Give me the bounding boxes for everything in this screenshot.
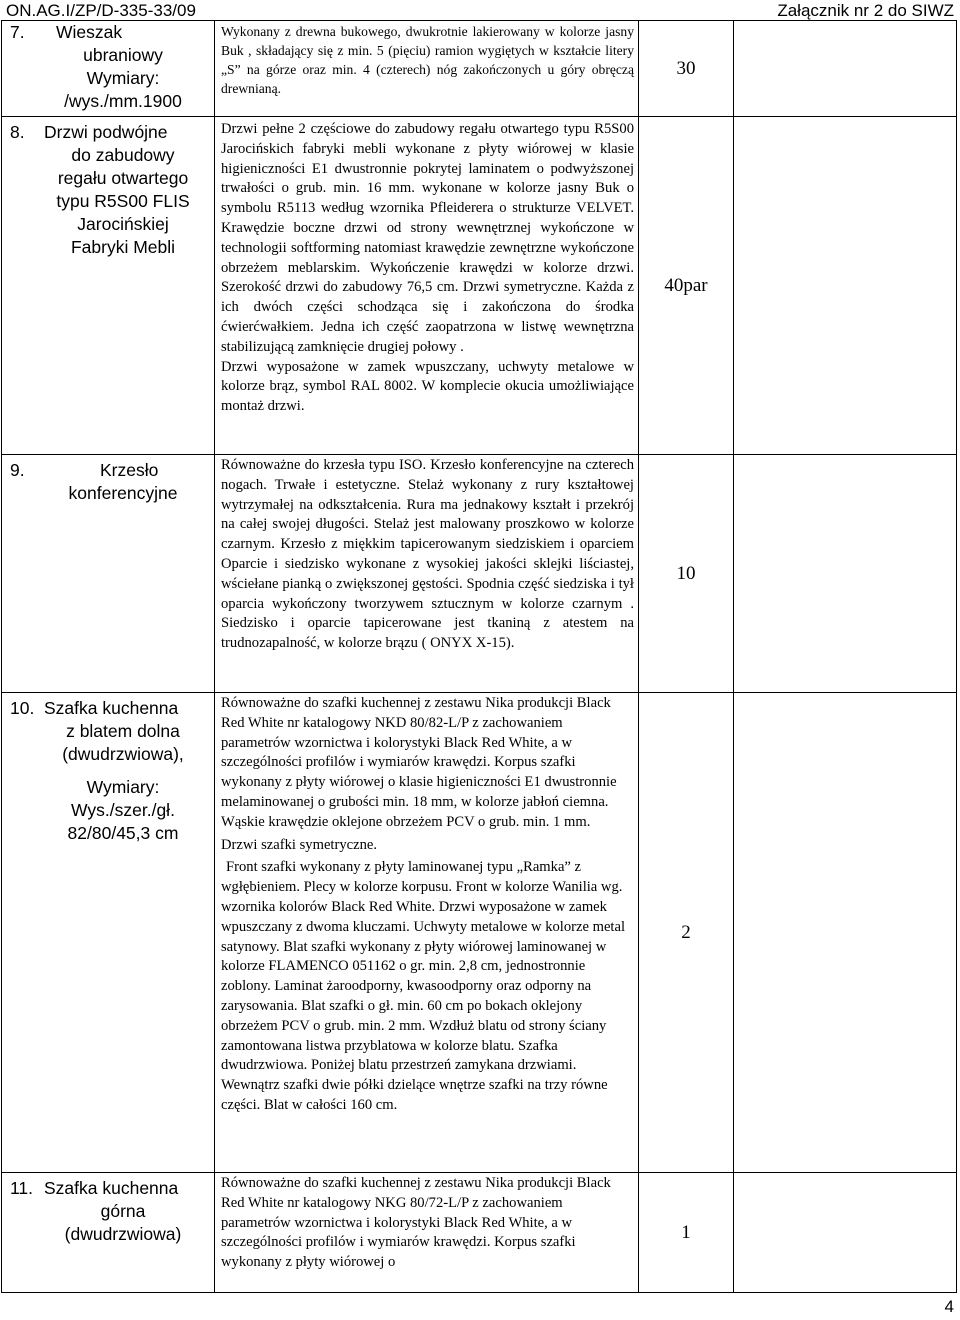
- item-number: 11.: [10, 1178, 34, 1198]
- item-name-line: Drzwi podwójne: [44, 122, 168, 142]
- empty-cell: [734, 1173, 957, 1293]
- item-name-line: 82/80/45,3 cm: [67, 823, 179, 843]
- item-description: Drzwi wyposażone w zamek wpuszczany, uchwyty metalowe w kolorze brąz, symbol RAL 8002. W komplecie okucia umożliwiające montaż drzwi.: [221, 358, 634, 415]
- item-number: 9.: [10, 460, 25, 480]
- table-row: [2, 455, 957, 693]
- item-description: Równoważne do krzesła typu ISO. Krzesło konferencyjne na czterech nogach. Trwałe i estetyczne. Stelaż wykonany z rury kształtowej wytrzymałej na odkształcenia. Rura ma jednakowy kształt i przekrój na całej swojej długości. Stelaż jest malowany proszkowo w kolorze czarnym. Krzesło z miękkim tapicerowanym siedziskiem i oparciem Oparcie i siedzisko wykonane z wysokiej jakości sklejki liściastej, wściełane pianką o zwiększonej gęstości. Spodnia część siedziska i tył oparcia wykończony tworzywem sztucznym w kolorze czarnym . Siedzisko i oparcie tapicerowane jest tkaniną z atestem na trudnozapalność, w kolorze brązu ( ONYX X-15).: [221, 457, 634, 652]
- item-name-spacer: [6, 766, 210, 776]
- table-row: [2, 693, 957, 1173]
- item-name-line: do zabudowy: [71, 145, 175, 165]
- item-name-line: regału otwartego: [57, 168, 189, 188]
- item-description: Równoważne do szafki kuchennej z zestawu Nika produkcji Black Red White nr katalogowy NKG 80/72-L/P z zachowaniem parametrów wzornictwa i kolorystyki Black Red White, a w szczególności profilów i wymiarów krawędzi. Korpus szafki wykonany z płyty wiórowej o: [221, 1175, 611, 1271]
- item-name-cell: [2, 455, 215, 693]
- table-row: [2, 21, 957, 117]
- document-reference: ON.AG.I/ZP/D-335-33/09: [6, 1, 196, 20]
- table-row: [2, 1173, 957, 1293]
- item-description: Drzwi szafki symetryczne.: [221, 836, 378, 853]
- item-number: 10.: [10, 698, 35, 718]
- item-number: 8.: [10, 122, 25, 142]
- empty-cell: [734, 455, 957, 693]
- table-row: [2, 117, 957, 455]
- item-name-cell: [2, 117, 215, 455]
- item-name-line: Wymiary:: [86, 68, 160, 88]
- item-name-line: (dwudrzwiowa): [64, 1224, 182, 1244]
- item-name-cell: [2, 21, 215, 117]
- item-description-cell: [215, 455, 639, 693]
- item-description-cell: [215, 1173, 639, 1293]
- item-description: Wykonany z drewna bukowego, dwukrotnie lakierowany w kolorze jasny Buk , składający się z min. 5 (pięciu) ramion wygiętych w kształcie litery „S” na górze oraz min. 4 (czterech) nóg zakończonych u góry obręczą drewnianą.: [221, 24, 634, 96]
- item-description-cell: [215, 693, 639, 1173]
- item-description: Równoważne do szafki kuchennej z zestawu Nika produkcji Black Red White nr katalogowy NKD 80/82-L/P z zachowaniem parametrów wzornictwa i kolorystyki Black Red White, a w szczególności profilów i wymiarów krawędzi. Korpus szafki wykonany z płyty wiórowej o klasie higieniczności E1 dwustronnie melaminowanej o grubości min. 18 mm, w kolorze jabłoń ciemna. Wąskie krawędzie oklejone obrzeżem PCV o grub. min. 1 mm.: [221, 695, 617, 830]
- page-number: 4: [944, 1297, 954, 1316]
- item-name-line: Szafka kuchenna: [44, 698, 179, 718]
- item-name-line: /wys./mm.1900: [64, 91, 182, 111]
- item-quantity: 40par: [639, 117, 734, 455]
- item-name-line: Wys./szer./gł.: [71, 800, 175, 820]
- empty-cell: [734, 693, 957, 1173]
- item-name-line: z blatem dolna: [66, 721, 180, 741]
- attachment-label: Załącznik nr 2 do SIWZ: [777, 1, 954, 20]
- item-quantity: 2: [639, 693, 734, 1173]
- item-name-cell: [2, 1173, 215, 1293]
- item-description-cell: [215, 117, 639, 455]
- item-name-line: górna: [100, 1201, 146, 1221]
- item-name-cell: [2, 693, 215, 1173]
- item-name-line: Wieszak: [56, 22, 123, 42]
- item-name-line: Szafka kuchenna: [44, 1178, 179, 1198]
- item-number: 7.: [10, 22, 25, 42]
- item-name-line: Wymiary:: [86, 777, 160, 797]
- item-name-line: typu R5S00 FLIS: [56, 191, 190, 211]
- item-quantity: 1: [639, 1173, 734, 1293]
- item-description: Front szafki wykonany z płyty laminowanej typu „Ramka” z wgłębieniem. Plecy w kolorze korpusu. Front w kolorze Wanilia wg. wzornika kolorów Black Red White. Drzwi wyposażone w zamek wpuszczany z dwoma kluczami. Uchwyty metalowe w kolorze metal satynowy. Blat szafki wykonany z płyty wiórowej laminowanej w kolorze FLAMENCO 051162 o gr. min. 2,8 cm, jednostronnie zoblony. Laminat żaroodporny, kwasoodporny oraz odporny na zarysowania. Blat szafki o gł. min. 60 cm po bokach oklejony obrzeżem PCV o grub. min. 2 mm. Wzdłuż blatu od strony ściany zamontowana listwa przyblatowa w kolorze blatu. Szafka dwudrzwiowa. Poniżej blatu przestrzeń zamykana drzwiami. Wewnątrz szafki dwie półki dzielące wnętrze szafki na trzy równe części. Blat w całości 160 cm.: [221, 859, 626, 1113]
- empty-cell: [734, 21, 957, 117]
- item-name-line: konferencyjne: [68, 483, 178, 503]
- specification-table: [1, 20, 957, 1293]
- item-name-line: ubraniowy: [83, 45, 163, 65]
- item-name-line: (dwudrzwiowa),: [62, 744, 184, 764]
- item-quantity: 30: [639, 21, 734, 117]
- item-name-line: Krzesło: [100, 460, 159, 480]
- item-description-cell: [215, 21, 639, 117]
- item-name-line: Jarocińskiej: [77, 214, 169, 234]
- item-description: Drzwi pełne 2 częściowe do zabudowy regału otwartego typu R5S00 Jarocińskich fabryki mebli wykonane z płyty wiórowej w klasie higieniczności E1 dwustronnie pokrytej laminatem o podwyższonej trwałości o grub. min. 16 mm. wykonane w kolorze jasny Buk o symbolu R5113 według wzornika Pfleiderera o strukturze VELVET. Krawędzie boczne drzwi od strony wewnętrznej wykończone w technologii softforming natomiast krawędzie zewnętrzne wykończone obrzeżem meblarskim. Wykończenie krawędzi w kolorze drzwi. Szerokość drzwi do zabudowy 76,5 cm. Drzwi symetryczne. Każda z ich dwóch części schodząca się i zakończona do środka ćwierćwałkiem. Jedna ich część zaopatrzona w listwę wewnętrzna stabilizującą zamknięcie drugiej połowy .: [221, 121, 634, 355]
- item-quantity: 10: [639, 455, 734, 693]
- empty-cell: [734, 117, 957, 455]
- item-name-line: Fabryki Mebli: [70, 237, 176, 257]
